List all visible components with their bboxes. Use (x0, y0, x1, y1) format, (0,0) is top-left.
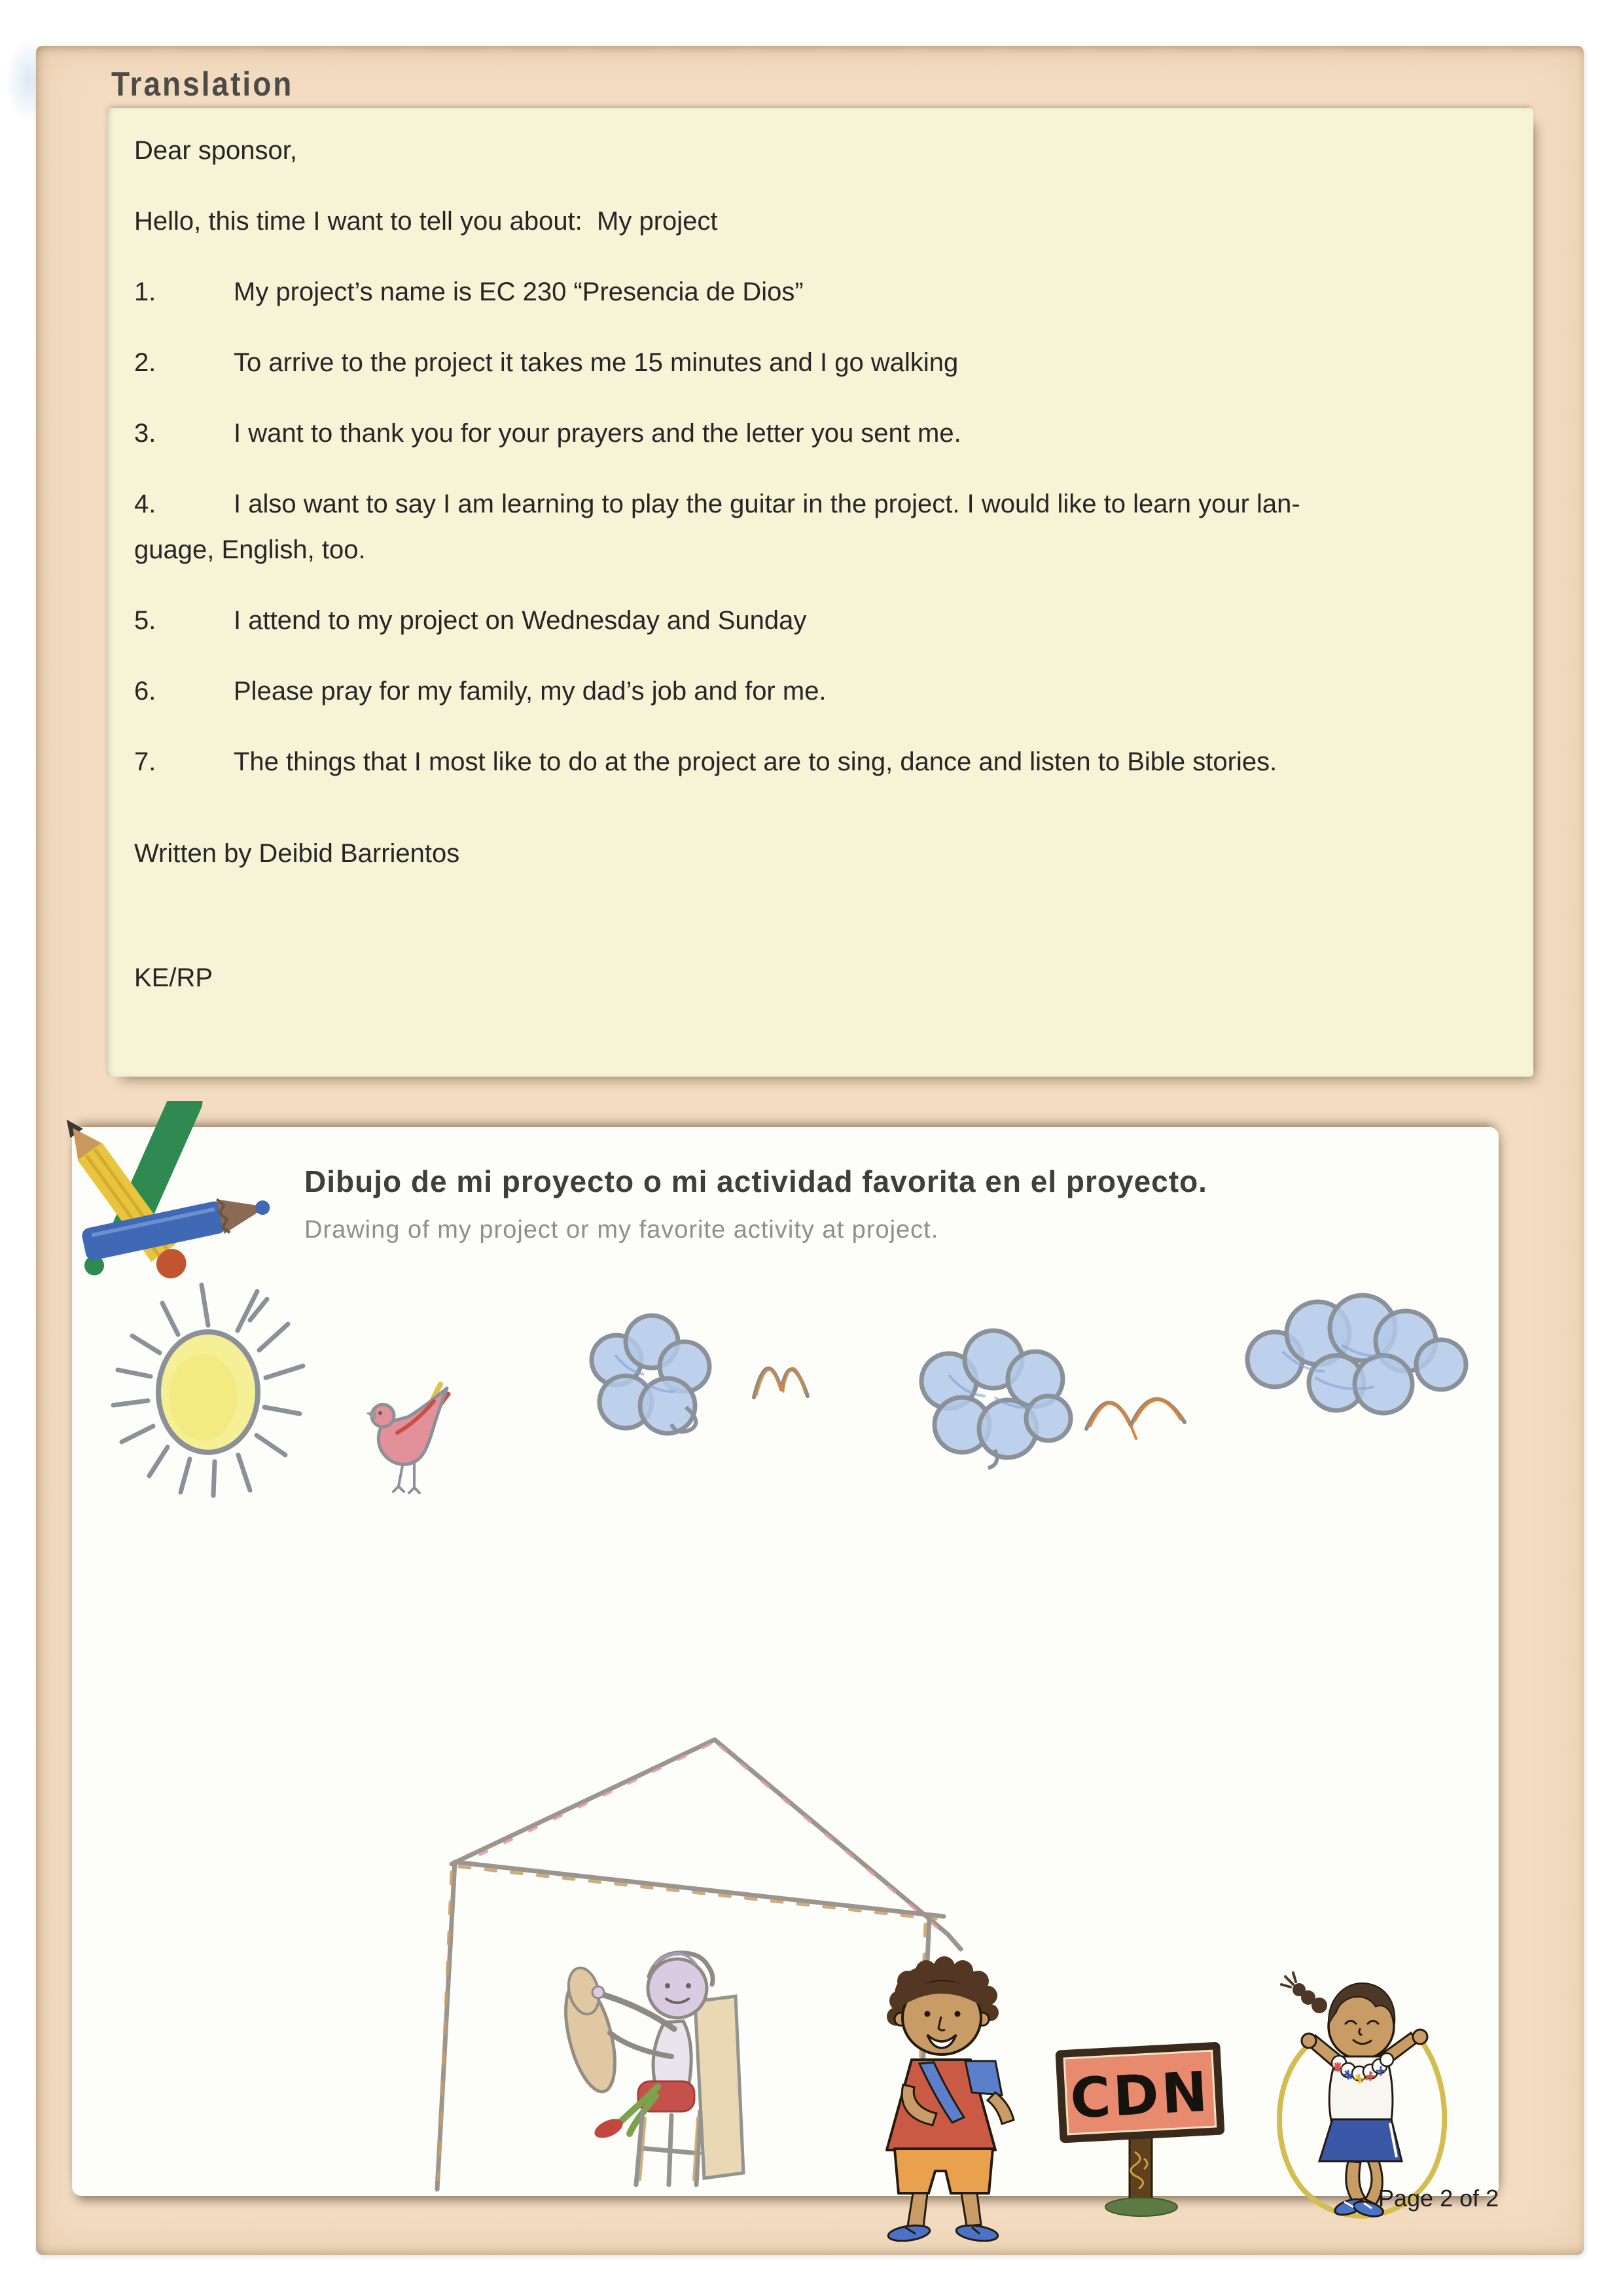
page-indicator: Page 2 of 2 (1378, 2185, 1499, 2212)
sign-text: CDN (1068, 2059, 1212, 2131)
item-text: I want to thank you for your prayers and the letter you sent me. (234, 419, 961, 448)
m-bird-drawing-2 (1079, 1360, 1196, 1445)
item-number: 1. (134, 278, 156, 306)
salutation: Dear sponsor, (134, 136, 298, 165)
letter-item-4 (134, 481, 1494, 527)
blue-cloud-drawing-3 (1237, 1280, 1472, 1430)
item-text: The things that I most like to do at the project are to sing, dance and listen to Bible stories. (234, 747, 1277, 776)
item-number: 4. (134, 490, 156, 518)
item-number: 5. (134, 606, 156, 635)
sun-drawing (110, 1280, 306, 1502)
letter-item-2 (134, 340, 1494, 386)
m-bird-drawing-1 (746, 1332, 818, 1410)
letter-item-7 (134, 739, 1494, 785)
letter-item-6 (134, 668, 1494, 714)
girl-braid (1293, 1983, 1327, 2013)
intro-line: Hello, this time I want to tell you about: My project (134, 207, 718, 236)
item-text: To arrive to the project it takes me 15 minutes and I go walking (234, 348, 959, 377)
item-number: 7. (134, 747, 156, 776)
pencils-and-crayon-icon (46, 1101, 275, 1304)
item-number: 3. (134, 419, 156, 448)
cdn-project-sign (1052, 2028, 1229, 2224)
translator-initials: KE/RP (134, 963, 213, 992)
item-text: Please pray for my family, my dad’s job and for me. (234, 677, 827, 706)
blue-cloud-drawing-1 (569, 1302, 726, 1456)
letter-item-3 (134, 410, 1494, 456)
letter-item-4-continued: guage, English, too. (134, 535, 366, 564)
pink-bird-drawing (357, 1365, 455, 1496)
letter-item-5 (134, 598, 1494, 643)
drawing-title-spanish: Dibujo de mi proyecto o mi actividad favorita en el proyecto. (304, 1164, 1207, 1198)
item-number: 2. (134, 348, 156, 377)
drawing-title-english: Drawing of my project or my favorite activity at project. (304, 1216, 939, 1244)
letter-item-1 (134, 269, 1494, 315)
item-text: My project’s name is EC 230 “Presencia de Dios” (234, 278, 804, 306)
item-number: 6. (134, 677, 156, 706)
person-playing-guitar (556, 1953, 743, 2185)
boy-walking-character (867, 1954, 1018, 2242)
blue-cloud-drawing-2 (897, 1319, 1093, 1479)
translation-stamp: Translation (111, 65, 294, 103)
letter-note (107, 108, 1533, 1077)
item-text: I attend to my project on Wednesday and Sunday (234, 606, 807, 635)
item-text: I also want to say I am learning to play the guitar in the project. I would like to learn your lan- (234, 490, 1300, 518)
written-by-line: Written by Deibid Barrientos (134, 839, 460, 868)
